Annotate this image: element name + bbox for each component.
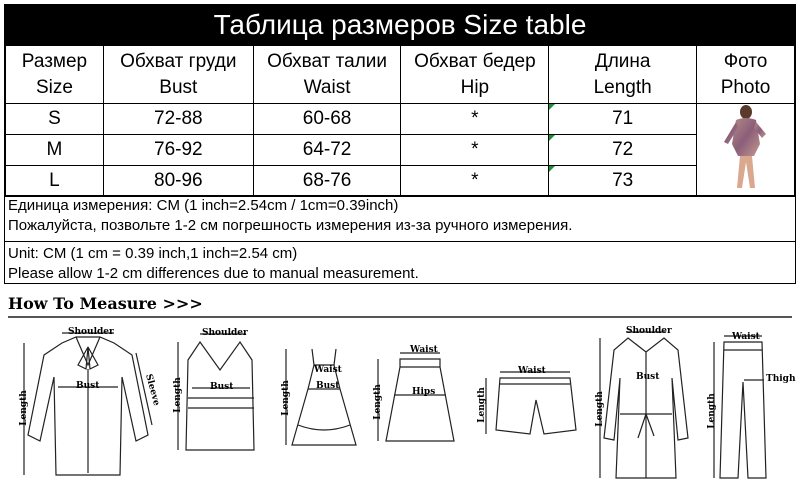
note-en-unit: Unit: CM (1 cm = 0.39 inch,1 inch=2.54 cm) <box>8 245 298 262</box>
cell-waist: 64-72 <box>253 135 401 166</box>
size-table-title: Таблица размеров Size table <box>5 5 795 45</box>
pants-thigh-label: Thigh <box>766 374 796 384</box>
cell-waist: 68-76 <box>253 166 401 197</box>
shorts-figure <box>478 360 584 450</box>
cell-bust: 76-92 <box>103 135 253 166</box>
skirt-hips-label: Hips <box>412 387 436 397</box>
cell-size: S <box>6 104 104 135</box>
product-photo <box>697 104 795 197</box>
cell-size: M <box>6 135 104 166</box>
how-to-measure-header <box>8 292 792 314</box>
dress-length-label: Length <box>280 380 291 416</box>
header-bust: Обхват груди Bust <box>103 46 253 104</box>
divider <box>8 316 792 318</box>
table-header-row <box>6 46 795 104</box>
cell-length: 72 <box>549 135 697 166</box>
how-to-measure-title: How To Measure >>> <box>8 294 203 313</box>
coat-shoulder-label: Shoulder <box>626 326 672 336</box>
table-row <box>6 166 795 197</box>
cell-bust: 72-88 <box>103 104 253 135</box>
header-length: Длина Length <box>549 46 697 104</box>
header-waist: Обхват талии Waist <box>253 46 401 104</box>
pants-waist-label: Waist <box>732 332 760 342</box>
dress-waist-label: Waist <box>314 365 342 375</box>
dress-figure <box>278 345 370 455</box>
dress-bust-label: Bust <box>316 381 340 391</box>
table-row <box>6 104 795 135</box>
blouse-bust-label: Bust <box>76 381 100 391</box>
blouse-shoulder-label: Shoulder <box>68 327 114 337</box>
shorts-length-label: Length <box>476 387 487 423</box>
skirt-waist-label: Waist <box>410 345 438 355</box>
blouse-length-label: Length <box>18 390 29 426</box>
cell-length: 71 <box>549 104 697 135</box>
size-chart <box>4 4 796 284</box>
header-hip: Обхват бедер Hip <box>401 46 549 104</box>
table-row <box>6 135 795 166</box>
blouse-figure <box>14 325 162 485</box>
notes-russian <box>5 195 795 241</box>
pants-figure <box>706 332 796 482</box>
coat-figure <box>596 328 696 486</box>
blouse-sleeve-label: Sleeve <box>143 373 162 407</box>
notes-english <box>5 241 795 283</box>
skirt-length-label: Length <box>372 384 383 420</box>
cell-hip: * <box>401 166 549 197</box>
cell-waist: 60-68 <box>253 104 401 135</box>
header-size: Размер Size <box>6 46 104 104</box>
top-bust-label: Bust <box>210 382 234 392</box>
cell-size: L <box>6 166 104 197</box>
cell-hip: * <box>401 104 549 135</box>
note-ru-unit: Единица измерения: CM (1 inch=2.54cm / 1cm=0.39inch) <box>8 197 399 214</box>
cell-bust: 80-96 <box>103 166 253 197</box>
shorts-waist-label: Waist <box>518 366 546 376</box>
tank-top-figure <box>170 330 280 460</box>
top-length-label: Length <box>172 377 183 413</box>
coat-length-label: Length <box>594 391 605 427</box>
pants-length-label: Length <box>706 393 717 429</box>
top-shoulder-label: Shoulder <box>202 328 248 338</box>
size-table <box>5 45 795 197</box>
note-ru-tolerance: Пожалуйста, позвольте 1-2 см погрешность измерения из-за ручного измерения. <box>8 217 573 234</box>
cell-hip: * <box>401 135 549 166</box>
skirt-figure <box>372 345 468 445</box>
coat-bust-label: Bust <box>636 372 660 382</box>
note-en-tolerance: Please allow 1-2 cm differences due to manual measurement. <box>8 265 419 282</box>
cell-length: 73 <box>549 166 697 197</box>
bodysuit-photo-icon <box>716 104 776 190</box>
header-photo: Фото Photo <box>697 46 795 104</box>
